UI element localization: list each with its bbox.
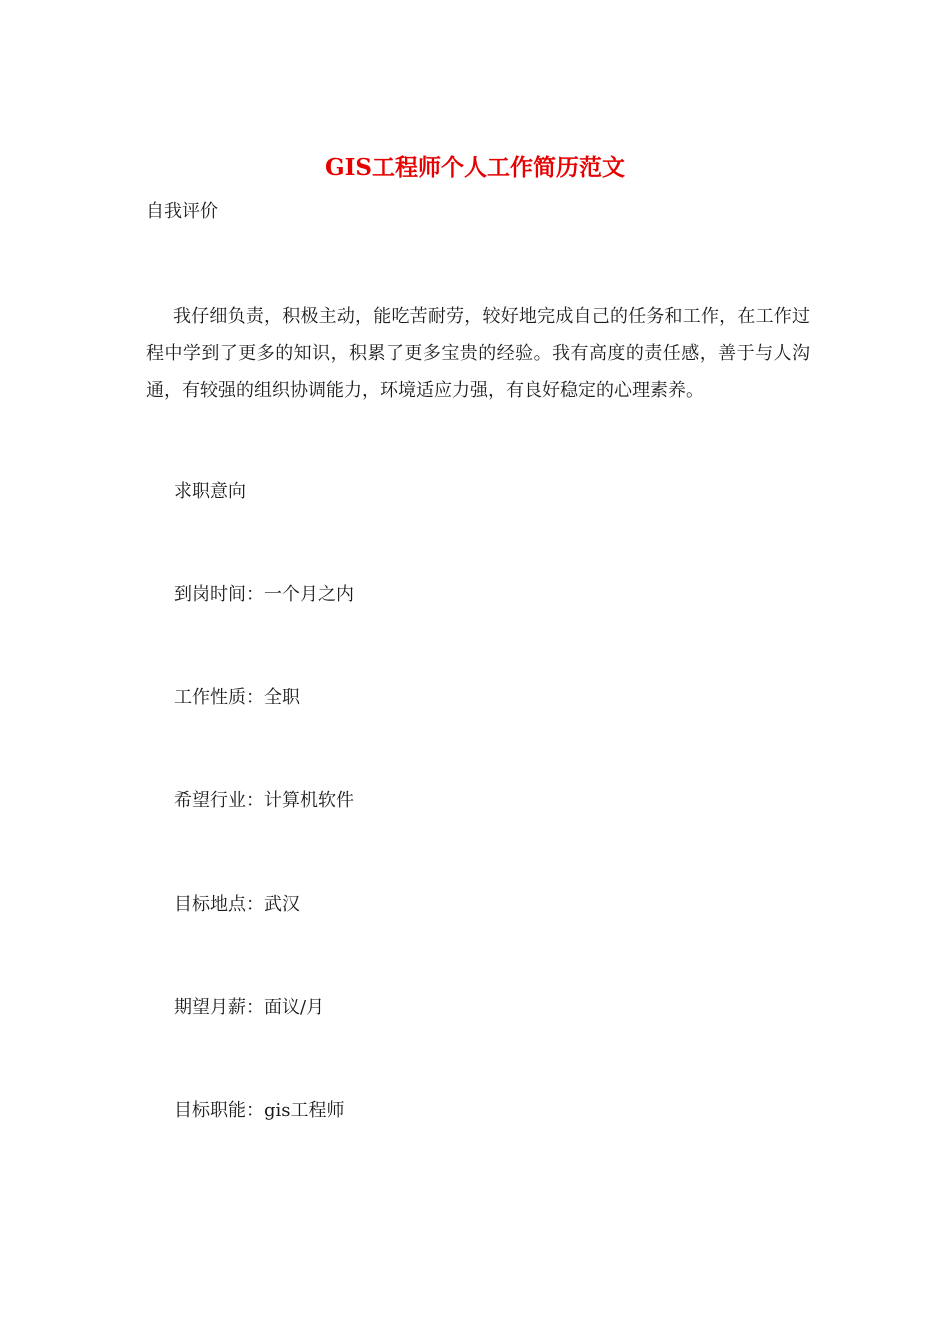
- self-evaluation-paragraph: 我仔细负责，积极主动，能吃苦耐劳，较好地完成自己的任务和工作，在工作过程中学到了更多的知识，积累了更多宝贵的经验。我有高度的责任感，善于与人沟通，有较强的组织协调能力，环境适应力强，有良好稳定的心理素养。: [146, 306, 810, 401]
- job-intent-heading: 求职意向: [174, 481, 246, 502]
- expected-salary-item: 期望月薪：面议/月: [174, 997, 325, 1018]
- document-title: GIS工程师个人工作简历范文: [324, 154, 625, 181]
- job-type-item: 工作性质：全职: [174, 687, 300, 708]
- desired-industry-item: 希望行业：计算机软件: [174, 790, 354, 811]
- target-function-item: 目标职能：gis工程师: [174, 1100, 345, 1121]
- arrival-time-item: 到岗时间：一个月之内: [174, 584, 354, 605]
- self-evaluation-heading: 自我评价: [146, 201, 218, 222]
- target-location-item: 目标地点：武汉: [174, 894, 300, 915]
